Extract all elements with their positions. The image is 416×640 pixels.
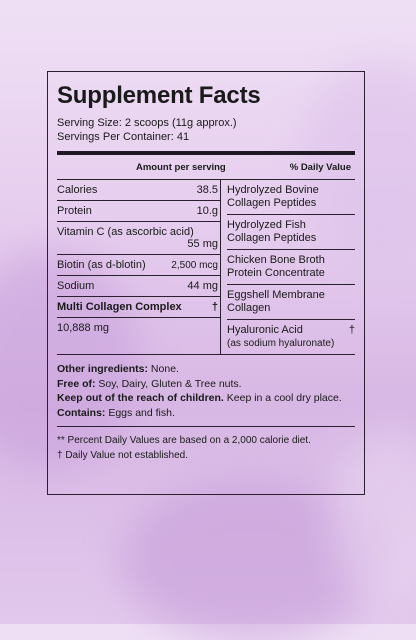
keep-value: Keep in a cool dry place. (223, 392, 342, 404)
daily-value-header: % Daily Value (289, 162, 351, 173)
nutrient-amount: 55 mg (187, 238, 218, 250)
ingredient-line: (as sodium hyaluronate) (227, 338, 335, 349)
nutrient-amount: 38.5 (196, 184, 218, 196)
dagger-note: † Daily Value not established. (57, 450, 189, 461)
nutrient-row (57, 255, 220, 276)
complex-amount-row (57, 318, 220, 338)
nutrient-amount: 10.g (196, 205, 218, 217)
nutrient-row (57, 276, 220, 297)
nutrient-row (57, 180, 220, 201)
amount-header: Amount per serving (136, 162, 226, 173)
nutrient-row (57, 222, 220, 255)
other-value: None. (148, 363, 179, 375)
ingredient-line: Hydrolyzed Bovine (227, 184, 319, 196)
daily-value-note: ** Percent Daily Values are based on a 2,000 calorie diet. (57, 435, 311, 446)
ingredient-item (227, 215, 355, 250)
other-label: Other ingredients: (57, 363, 149, 375)
ingredient-line: Hydrolyzed Fish (227, 219, 306, 231)
ingredient-item (227, 180, 355, 215)
nutrient-amount: 44 mg (187, 280, 218, 292)
ingredient-line: Protein Concentrate (227, 267, 325, 279)
ingredients-footer (57, 355, 355, 420)
ingredient-item (227, 250, 355, 285)
nutrient-name: Sodium (57, 280, 95, 292)
ingredient-line: Chicken Bone Broth (227, 254, 325, 266)
ingredient-item (227, 320, 355, 354)
ingredient-dagger: † (348, 324, 355, 336)
ingredient-column (221, 180, 355, 354)
keep-label: Keep out of the reach of children. (57, 392, 224, 404)
nutrient-name: Vitamin C (as ascorbic acid) (57, 226, 194, 238)
ingredient-line: Collagen Peptides (227, 197, 317, 209)
panel-title: Supplement Facts (57, 82, 261, 109)
nutrient-name: Calories (57, 184, 98, 196)
ingredient-item (227, 285, 355, 320)
nutrient-name: Biotin (as d-blotin) (57, 259, 146, 271)
contains-label: Contains: (57, 406, 106, 419)
supplement-facts-panel (47, 71, 365, 495)
servings-per-container: Servings Per Container: 41 (57, 131, 190, 143)
free-value: Soy, Dairy, Gluten & Tree nuts. (95, 377, 242, 390)
complex-dagger: † (211, 301, 218, 313)
ingredient-line: Hyaluronic Acid (227, 324, 303, 336)
ingredient-line: Collagen (227, 302, 271, 314)
nutrient-amount: 2,500 mcg (171, 260, 218, 271)
complex-row (57, 297, 220, 318)
free-label: Free of: (57, 377, 96, 390)
nutrient-row (57, 201, 220, 222)
contains-value: Eggs and fish. (105, 406, 175, 419)
thick-divider (57, 151, 355, 155)
column-header (57, 159, 355, 179)
complex-amount: 10,888 mg (57, 322, 109, 334)
serving-size: Serving Size: 2 scoops (11g approx.) (57, 117, 237, 129)
ingredient-line: Eggshell Membrane (227, 289, 325, 301)
facts-grid (57, 180, 355, 354)
ingredient-line: Collagen Peptides (227, 232, 317, 244)
complex-name: Multi Collagen Complex (57, 301, 182, 313)
nutrient-name: Protein (57, 205, 92, 217)
nutrient-column (57, 180, 221, 354)
